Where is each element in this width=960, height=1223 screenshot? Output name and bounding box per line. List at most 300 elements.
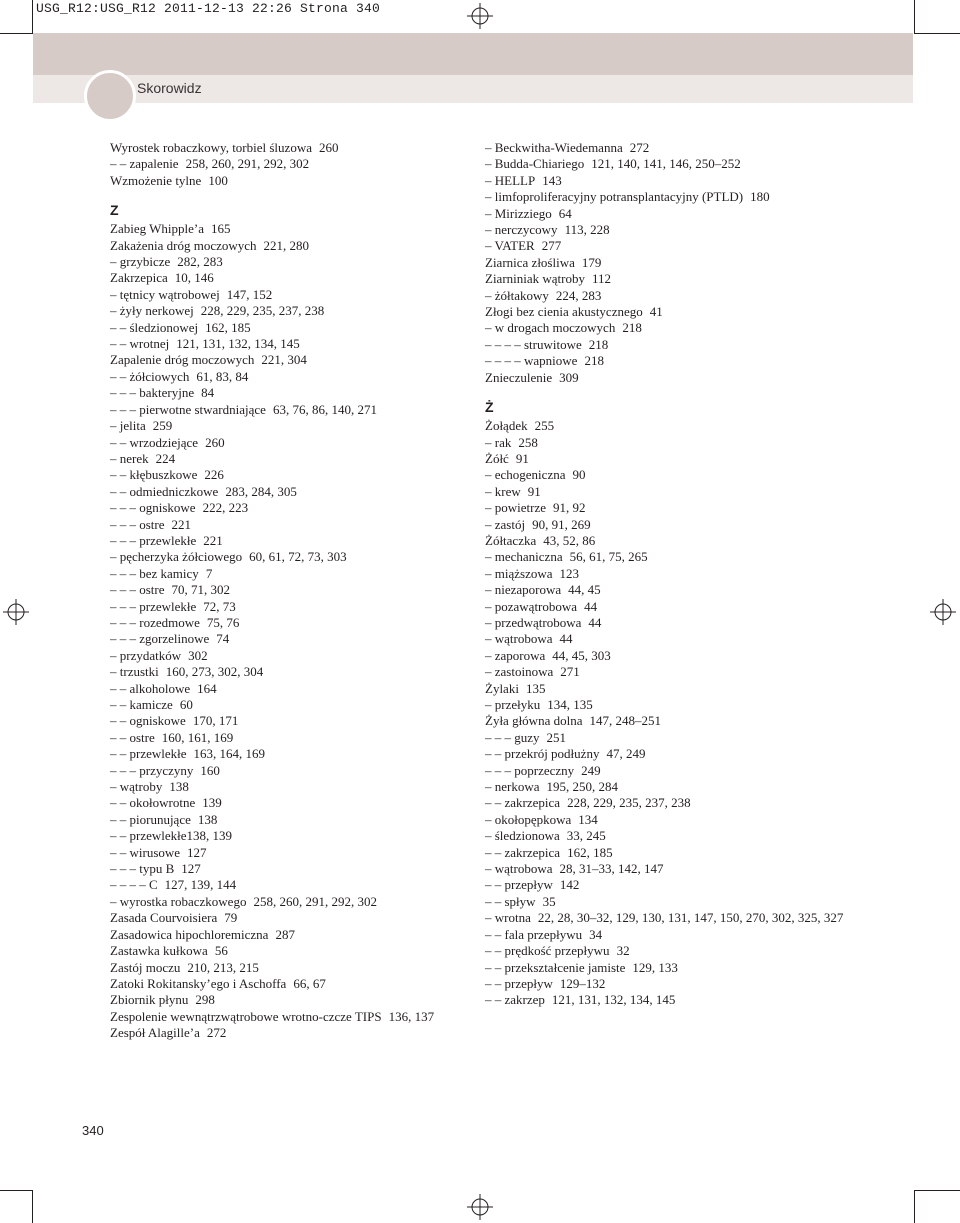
- index-pages: 138: [197, 811, 218, 827]
- index-entry: [110, 730, 480, 746]
- index-pages: 91: [527, 483, 541, 499]
- index-entry: [110, 467, 480, 483]
- index-pages: 90, 91, 269: [532, 516, 591, 532]
- index-entry: [485, 353, 905, 369]
- index-term: Żółtaczka: [485, 532, 537, 548]
- index-entry: [110, 648, 480, 664]
- index-term: – miąższowa: [485, 565, 553, 581]
- index-pages: 135: [525, 680, 546, 696]
- index-pages: 44: [584, 598, 598, 614]
- index-entry: [485, 206, 905, 222]
- index-entry: [110, 992, 480, 1008]
- index-entry: [110, 533, 480, 549]
- index-entry: [110, 697, 480, 713]
- index-entry: [110, 287, 480, 303]
- index-term: – – – poprzeczny: [485, 762, 575, 778]
- index-term: – – – przewlekłe: [110, 532, 197, 548]
- index-entry: [110, 369, 480, 385]
- index-column-left: [110, 140, 480, 1042]
- index-pages: 64: [558, 205, 572, 221]
- index-term: – – – bez kamicy: [110, 565, 199, 581]
- index-entry: [485, 566, 905, 582]
- index-entry: [110, 303, 480, 319]
- index-term: – żółtakowy: [485, 287, 549, 303]
- index-entry: [485, 582, 905, 598]
- index-entry: [110, 894, 480, 910]
- index-entry: [485, 894, 905, 910]
- index-entry: [110, 828, 480, 844]
- index-entry: [110, 254, 480, 270]
- index-entry: [485, 943, 905, 959]
- index-pages: 47, 249: [606, 746, 646, 762]
- index-pages: 75, 76: [206, 614, 240, 630]
- index-term: Zbiornik płynu: [110, 992, 189, 1008]
- index-term: – – – pierwotne stwardniające: [110, 401, 266, 417]
- index-term: – – wirusowe: [110, 844, 181, 860]
- index-term: – – – ogniskowe: [110, 500, 196, 516]
- index-entry: [485, 845, 905, 861]
- index-pages: 282, 283: [177, 254, 223, 270]
- section-letter: Ż: [485, 399, 494, 416]
- section-letter: Z: [110, 202, 119, 219]
- index-pages: 170, 171: [192, 713, 239, 729]
- page-number: 340: [82, 1123, 104, 1138]
- index-pages: 163, 164, 169: [193, 746, 266, 762]
- index-entry: [485, 467, 905, 483]
- index-term: – – spływ: [485, 893, 536, 909]
- index-pages: 147, 152: [226, 286, 273, 302]
- crop-mark: [914, 1190, 915, 1223]
- index-term: – – – typu B: [110, 861, 175, 877]
- index-pages: 283, 284, 305: [225, 483, 297, 499]
- index-pages: 222, 223: [202, 500, 249, 516]
- index-entry: [110, 664, 480, 680]
- index-pages: 258, 260, 291, 292, 302: [253, 893, 377, 909]
- index-pages: 129–132: [559, 975, 606, 991]
- index-term: – – – przyczyny: [110, 762, 194, 778]
- index-pages: 72, 73: [203, 598, 236, 614]
- index-pages: 249: [581, 762, 601, 778]
- index-term: – Beckwitha-Wiedemanna: [485, 140, 623, 155]
- index-term: – – zakrzepica: [485, 795, 561, 811]
- index-pages: 302: [188, 647, 208, 663]
- index-entry: [110, 451, 480, 467]
- index-pages: 251: [546, 729, 567, 745]
- index-entry: [110, 320, 480, 336]
- index-pages: 112: [592, 271, 612, 287]
- index-term: – – ogniskowe: [110, 713, 186, 729]
- index-pages: 224, 283: [555, 287, 602, 303]
- index-term: – – – ostre: [110, 582, 165, 598]
- index-entry: [485, 779, 905, 795]
- index-pages: 287: [275, 926, 295, 942]
- index-term: – grzybicze: [110, 254, 171, 270]
- crop-mark: [914, 33, 960, 34]
- index-term: – – żółciowych: [110, 368, 190, 384]
- index-pages: 134: [578, 811, 598, 827]
- index-entry: [485, 288, 905, 304]
- registration-mark-icon: [467, 3, 493, 29]
- index-term: – wyrostka robaczkowego: [110, 893, 247, 909]
- index-pages: 60, 61, 72, 73, 303: [249, 549, 347, 565]
- index-term: – – alkoholowe: [110, 680, 191, 696]
- index-term: Żołądek: [485, 418, 528, 434]
- index-pages: 255: [534, 418, 555, 434]
- index-pages: 298: [195, 992, 215, 1008]
- index-pages: 221: [203, 532, 223, 548]
- registration-mark-icon: [3, 599, 29, 625]
- index-entry: [110, 418, 480, 434]
- index-pages: 162, 185: [205, 319, 251, 335]
- index-term: – – – – C: [110, 877, 158, 893]
- index-term: – HELLP: [485, 172, 536, 188]
- crop-mark: [914, 1190, 960, 1191]
- index-pages: 277: [541, 238, 562, 254]
- index-pages: 121, 131, 132, 134, 145: [551, 992, 676, 1008]
- index-entry: [485, 533, 905, 549]
- index-pages: 138: [169, 779, 189, 795]
- index-pages: 61, 83, 84: [196, 368, 249, 384]
- index-pages: 164: [197, 680, 217, 696]
- index-entry: [110, 270, 480, 286]
- index-pages: 226: [204, 467, 224, 483]
- index-term: – zastój: [485, 516, 526, 532]
- index-term: – – kamicze: [110, 697, 173, 712]
- index-term: Zespół Alagille’a: [110, 1025, 200, 1041]
- index-entry: [485, 664, 905, 680]
- index-term: – żyły nerkowej: [110, 303, 194, 319]
- index-term: Zespolenie wewnątrzwątrobowe wrotno-czcze TIPS: [110, 1008, 382, 1024]
- index-entry: [485, 812, 905, 828]
- index-term: – przydatków: [110, 647, 182, 663]
- index-term: – pęcherzyka żółciowego: [110, 549, 243, 565]
- index-term: – – – rozedmowe: [110, 614, 200, 630]
- index-pages: 258, 260, 291, 292, 302: [185, 156, 310, 172]
- index-pages: 228, 229, 235, 237, 238: [200, 303, 325, 319]
- index-pages: 60: [179, 697, 193, 712]
- index-entry: [485, 730, 905, 746]
- index-entry: [110, 484, 480, 500]
- index-term: – limfoproliferacyjny potransplantacyjny (PTLD): [485, 189, 744, 205]
- index-entry: [110, 238, 480, 254]
- index-pages: 180: [750, 189, 770, 205]
- index-entry: [485, 517, 905, 533]
- index-term: – – przekrój podłużny: [485, 746, 600, 762]
- crop-mark: [0, 33, 33, 34]
- crop-mark: [0, 1190, 33, 1191]
- index-term: Zastawka kułkowa: [110, 943, 208, 959]
- index-entry: [485, 927, 905, 943]
- index-term: Zatoki Rokitansky’ego i Aschoffa: [110, 975, 287, 991]
- index-entry: [110, 582, 480, 598]
- index-entry: [110, 779, 480, 795]
- index-entry: [110, 713, 480, 729]
- index-term: – – przewlekłe138, 139: [110, 828, 233, 844]
- index-entry: [110, 156, 480, 172]
- index-term: Żylaki: [485, 680, 519, 696]
- index-term: – niezaporowa: [485, 582, 562, 598]
- index-entry: [110, 960, 480, 976]
- index-term: – krew: [485, 483, 521, 499]
- index-pages: 70, 71, 302: [171, 582, 231, 598]
- index-pages: 113, 228: [564, 222, 610, 238]
- index-entry: [485, 451, 905, 467]
- index-term: – echogeniczna: [485, 467, 566, 483]
- index-entry: [110, 402, 480, 418]
- index-pages: 134, 135: [547, 697, 593, 712]
- index-pages: 210, 213, 215: [187, 959, 259, 975]
- index-pages: 100: [208, 172, 228, 188]
- index-entry: [485, 681, 905, 697]
- index-pages: 22, 28, 30–32, 129, 130, 131, 147, 150, 270, 302, 325, 327: [537, 910, 844, 926]
- index-term: – – wrzodziejące: [110, 434, 199, 450]
- index-pages: 66, 67: [293, 975, 326, 991]
- index-pages: 228, 229, 235, 237, 238: [567, 795, 691, 811]
- index-term: – śledzionowa: [485, 828, 560, 844]
- index-term: – nerczycowy: [485, 222, 558, 238]
- index-pages: 160: [200, 762, 220, 778]
- index-entry: [110, 140, 480, 156]
- index-entry: [110, 435, 480, 451]
- index-entry: [485, 795, 905, 811]
- index-term: – – prędkość przepływu: [485, 943, 610, 959]
- index-entry: [110, 517, 480, 533]
- index-entry: [485, 976, 905, 992]
- index-term: – nerkowa: [485, 779, 540, 795]
- index-pages: 218: [588, 336, 609, 352]
- index-term: Zastój moczu: [110, 959, 181, 975]
- index-entry: [110, 681, 480, 697]
- index-term: – – ostre: [110, 729, 155, 745]
- index-term: Wyrostek robaczkowy, torbiel śluzowa: [110, 140, 312, 155]
- index-term: – VATER: [485, 238, 535, 254]
- index-pages: 127: [181, 861, 201, 877]
- index-entry: [485, 599, 905, 615]
- index-term: – – – – struwitowe: [485, 336, 582, 352]
- index-entry: [110, 599, 480, 615]
- index-term: Zakrzepica: [110, 270, 168, 286]
- index-term: – – – guzy: [485, 729, 540, 745]
- index-entry: [110, 746, 480, 762]
- index-pages: 129, 133: [632, 959, 678, 975]
- index-entry: [110, 976, 480, 992]
- index-term: – – – ostre: [110, 516, 165, 532]
- index-term: Ziarniniak wątroby: [485, 271, 585, 287]
- index-entry: [485, 370, 905, 386]
- index-entry: [485, 418, 905, 434]
- crop-mark: [914, 0, 915, 33]
- index-pages: 123: [559, 565, 580, 581]
- index-term: – – – zgorzelinowe: [110, 631, 210, 647]
- index-pages: 84: [201, 385, 215, 401]
- index-entry: [485, 910, 905, 926]
- index-pages: 41: [649, 304, 663, 320]
- index-term: – nerek: [110, 450, 149, 466]
- print-slug: USG_R12:USG_R12 2011-12-13 22:26 Strona 340: [36, 1, 381, 16]
- index-entry: [485, 484, 905, 500]
- index-entry: [110, 795, 480, 811]
- index-pages: 221: [171, 516, 192, 532]
- index-term: Zasada Courvoisiera: [110, 910, 218, 926]
- index-pages: 35: [542, 893, 556, 909]
- index-entry: [110, 763, 480, 779]
- index-pages: 56: [214, 943, 228, 959]
- index-entry: [110, 352, 480, 368]
- index-term: – – odmiedniczkowe: [110, 483, 219, 499]
- index-term: – – – przewlekłe: [110, 598, 197, 614]
- index-entry: [485, 877, 905, 893]
- index-pages: 195, 250, 284: [546, 779, 619, 795]
- index-term: Żółć: [485, 450, 509, 466]
- index-pages: 10, 146: [174, 270, 214, 286]
- index-entry: [485, 173, 905, 189]
- index-term: – wątroby: [110, 779, 163, 795]
- index-entry: [485, 337, 905, 353]
- index-pages: 44, 45: [568, 582, 601, 598]
- index-entry: [110, 549, 480, 565]
- index-term: – – okołowrotne: [110, 795, 196, 811]
- index-pages: 90: [572, 467, 586, 483]
- index-pages: 162, 185: [567, 844, 613, 860]
- index-pages: 44, 45, 303: [552, 647, 611, 663]
- crop-mark: [32, 1190, 33, 1223]
- index-term: Wzmożenie tylne: [110, 172, 202, 188]
- index-entry: [485, 304, 905, 320]
- index-pages: 272: [206, 1025, 227, 1041]
- index-pages: 259: [152, 418, 173, 434]
- index-term: – – piorunujące: [110, 811, 191, 827]
- index-entry: [485, 320, 905, 336]
- index-entry: [485, 222, 905, 238]
- index-column-right: [485, 140, 905, 1009]
- index-term: – mechaniczna: [485, 549, 563, 565]
- index-entry: [110, 1025, 480, 1041]
- index-term: – okołopępkowa: [485, 811, 572, 827]
- index-pages: 121, 140, 141, 146, 250–252: [591, 156, 741, 172]
- index-term: Zabieg Whipple’a: [110, 221, 204, 237]
- index-pages: 136, 137: [388, 1008, 435, 1024]
- index-term: – Mirizziego: [485, 205, 552, 221]
- index-pages: 44: [559, 631, 573, 647]
- index-term: Zakażenia dróg moczowych: [110, 237, 257, 253]
- index-pages: 309: [559, 369, 579, 385]
- index-pages: 33, 245: [566, 828, 606, 844]
- index-term: – – przewlekłe: [110, 746, 187, 762]
- index-term: Zasadowica hipochloremiczna: [110, 926, 269, 942]
- index-entry: [485, 648, 905, 664]
- crop-mark: [32, 0, 33, 33]
- index-term: – – – bakteryjne: [110, 385, 195, 401]
- index-term: – pozawątrobowa: [485, 598, 578, 614]
- index-entry: [485, 500, 905, 516]
- index-term: – zaporowa: [485, 647, 546, 663]
- index-entry: [485, 140, 905, 156]
- index-entry: [485, 992, 905, 1008]
- index-term: – – śledzionowej: [110, 319, 199, 335]
- index-pages: 121, 131, 132, 134, 145: [176, 336, 300, 352]
- index-pages: 160, 161, 169: [161, 729, 234, 745]
- index-pages: 43, 52, 86: [543, 532, 596, 548]
- index-entry: [485, 615, 905, 631]
- registration-mark-icon: [467, 1194, 493, 1220]
- index-pages: 143: [542, 172, 562, 188]
- index-term: – – zakrzepica: [485, 844, 561, 860]
- index-term: – w drogach moczowych: [485, 320, 616, 336]
- index-term: – – przepływ: [485, 877, 553, 893]
- index-term: – przełyku: [485, 697, 541, 712]
- index-term: Żyła główna dolna: [485, 713, 583, 729]
- index-entry: [110, 500, 480, 516]
- index-term: – – zapalenie: [110, 156, 179, 172]
- index-entry: [110, 845, 480, 861]
- index-pages: 32: [616, 943, 630, 959]
- index-term: – wątrobowa: [485, 631, 553, 647]
- index-pages: 147, 248–251: [589, 713, 661, 729]
- index-term: – jelita: [110, 418, 146, 434]
- index-pages: 139: [202, 795, 222, 811]
- index-pages: 260: [205, 434, 225, 450]
- index-entry: [110, 336, 480, 352]
- index-pages: 28, 31–33, 142, 147: [559, 861, 664, 877]
- index-term: – – – – wapniowe: [485, 353, 578, 369]
- index-pages: 271: [560, 664, 580, 680]
- index-pages: 165: [210, 221, 231, 237]
- header-circle: [84, 70, 136, 122]
- index-pages: 272: [629, 140, 650, 155]
- index-term: – wrotna: [485, 910, 531, 926]
- index-term: Znieczulenie: [485, 369, 553, 385]
- index-pages: 34: [589, 926, 603, 942]
- index-pages: 91: [515, 450, 529, 466]
- index-pages: 221, 304: [261, 352, 307, 368]
- index-term: Ziarnica złośliwa: [485, 254, 575, 270]
- index-pages: 218: [622, 320, 642, 336]
- index-pages: 142: [559, 877, 580, 893]
- index-pages: 224: [155, 450, 176, 466]
- index-entry: [485, 713, 905, 729]
- index-pages: 79: [224, 910, 238, 926]
- index-term: Zapalenie dróg moczowych: [110, 352, 255, 368]
- index-term: – – przepływ: [485, 975, 553, 991]
- index-entry: [485, 156, 905, 172]
- index-entry: [485, 255, 905, 271]
- running-header-title: Skorowidz: [137, 80, 202, 96]
- index-pages: 91, 92: [553, 500, 586, 516]
- index-term: – – przekształcenie jamiste: [485, 959, 626, 975]
- index-term: – przedwątrobowa: [485, 614, 582, 630]
- index-entry: [485, 435, 905, 451]
- index-pages: 258: [518, 434, 538, 450]
- index-entry: [485, 746, 905, 762]
- index-term: – trzustki: [110, 664, 159, 680]
- index-term: – rak: [485, 434, 512, 450]
- index-entry: [110, 566, 480, 582]
- index-pages: 160, 273, 302, 304: [165, 664, 264, 680]
- index-pages: 127: [187, 844, 207, 860]
- index-entry: [485, 861, 905, 877]
- index-term: – – kłębuszkowe: [110, 467, 198, 483]
- index-entry: [110, 173, 480, 189]
- index-entry: [110, 877, 480, 893]
- index-entry: [485, 631, 905, 647]
- index-entry: [485, 828, 905, 844]
- index-entry: [485, 697, 905, 713]
- index-pages: 221, 280: [263, 237, 310, 253]
- index-entry: [110, 615, 480, 631]
- index-term: – – fala przepływu: [485, 926, 583, 942]
- index-pages: 7: [205, 565, 213, 581]
- index-entry: [485, 238, 905, 254]
